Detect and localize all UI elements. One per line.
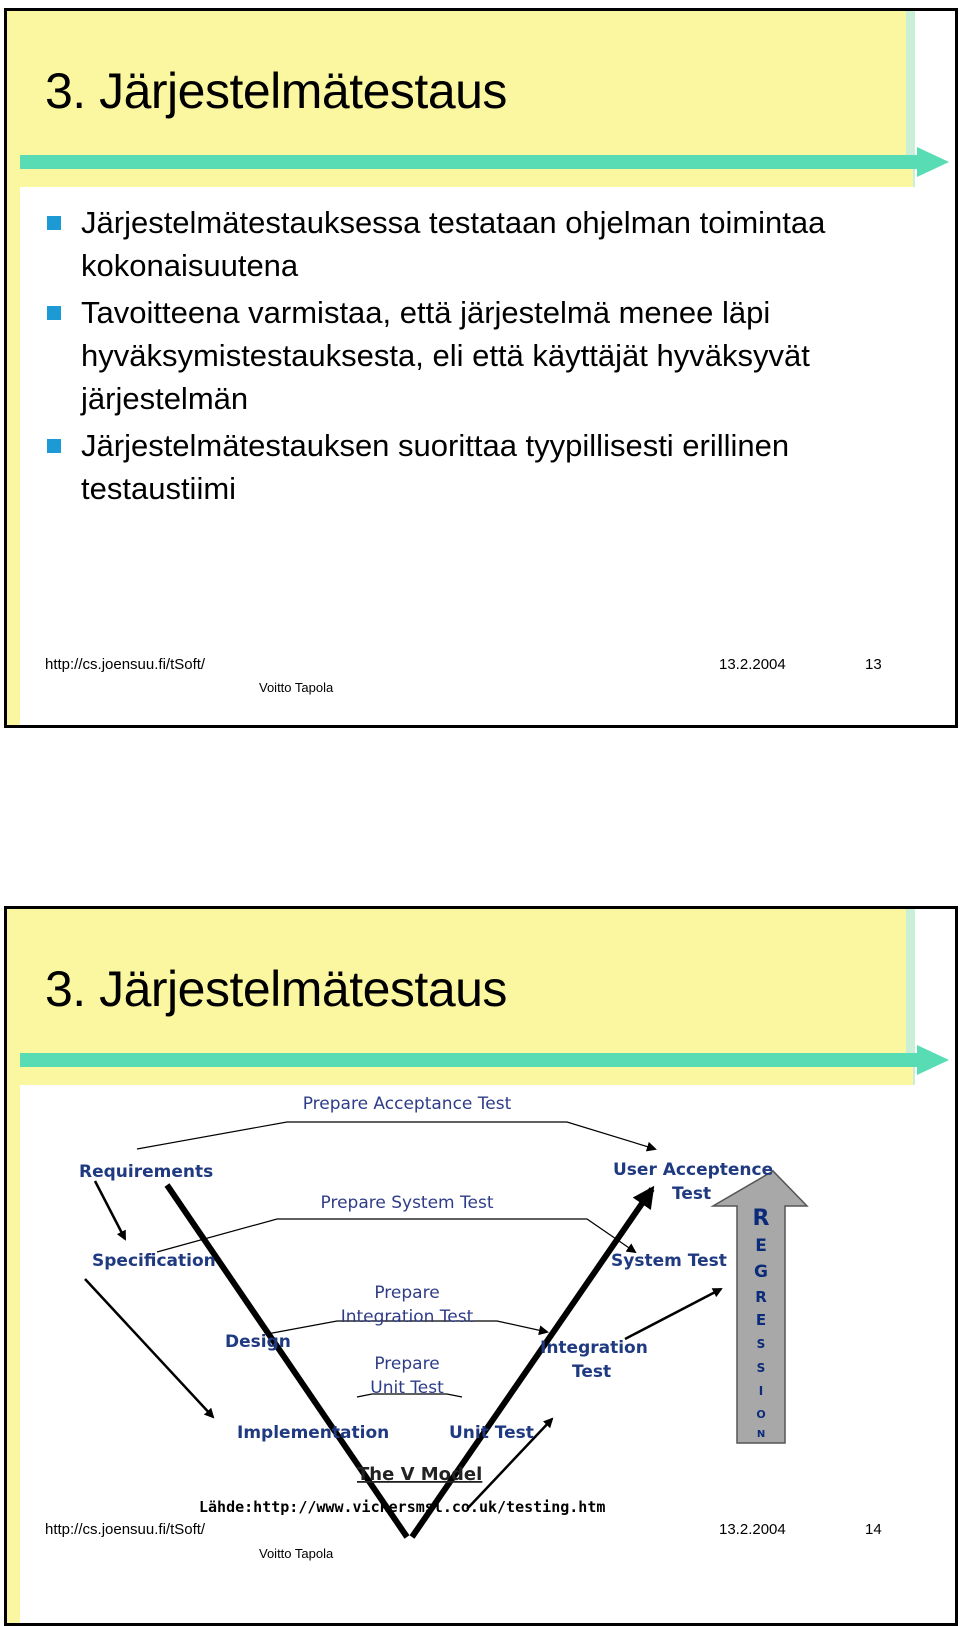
slide-14	[4, 906, 958, 1626]
regression-letter: G	[754, 1262, 768, 1282]
user-acceptance-label-line2: Test	[672, 1184, 712, 1204]
footer-page-number: 14	[865, 1521, 882, 1538]
square-bullet-icon	[47, 439, 61, 453]
requirements-label: Requirements	[79, 1162, 214, 1182]
prepare-unit-label-line2: Unit Test	[370, 1378, 444, 1398]
footer-url: http://cs.joensuu.fi/tSoft/	[45, 1521, 206, 1538]
square-bullet-icon	[47, 216, 61, 230]
footer-author: Voitto Tapola	[259, 680, 334, 695]
title-arrow-bar	[20, 155, 920, 169]
regression-letter: R	[755, 1288, 767, 1306]
regression-letter: I	[758, 1384, 764, 1398]
v-model-diagram	[7, 909, 955, 1623]
requirements-to-specification-arrow	[95, 1181, 125, 1239]
bullet-text: Tavoitteena varmistaa, että järjestelmä menee läpi hyväksymistestauksesta, eli että käyttäjät hyväksyvät järjestelmän	[81, 295, 810, 416]
prepare-unit-label-line1: Prepare	[374, 1354, 440, 1374]
square-bullet-icon	[47, 306, 61, 320]
integration-to-system-arrow	[625, 1289, 721, 1339]
bullet-item	[45, 291, 875, 420]
implementation-label: Implementation	[237, 1423, 390, 1443]
bullet-item	[45, 424, 875, 510]
slide-13	[4, 8, 958, 728]
prepare-integration-label-line2: Integration Test	[340, 1307, 474, 1327]
prepare-acceptance-label: Prepare Acceptance Test	[302, 1094, 512, 1114]
user-acceptance-label-line1: User Acceptence	[613, 1160, 774, 1180]
footer-page-number: 13	[865, 656, 882, 673]
prepare-integration-label-line1: Prepare	[374, 1283, 440, 1303]
bullet-item	[45, 201, 875, 287]
prepare-system-label: Prepare System Test	[320, 1193, 494, 1213]
footer-date: 13.2.2004	[719, 656, 786, 673]
regression-letter: N	[756, 1429, 766, 1440]
arrow-underlay	[20, 169, 913, 187]
regression-letter: O	[756, 1408, 766, 1421]
integration-test-label-line2: Test	[572, 1362, 612, 1382]
v-model-title: The V Model	[357, 1464, 483, 1485]
regression-letter: E	[755, 1311, 767, 1329]
prepare-system-connector	[157, 1219, 635, 1252]
regression-letter: E	[755, 1236, 767, 1256]
regression-letter: S	[756, 1337, 766, 1351]
specification-to-design-arrow	[85, 1279, 213, 1417]
specification-label: Specification	[92, 1251, 216, 1271]
bullet-list	[45, 201, 875, 514]
slide-title: 3. Järjestelmätestaus	[45, 63, 507, 119]
system-test-label: System Test	[611, 1251, 727, 1271]
bullet-text: Järjestelmätestauksen suorittaa tyypillisesti erillinen testaustiimi	[81, 428, 790, 506]
footer-url: http://cs.joensuu.fi/tSoft/	[45, 656, 206, 673]
regression-letter: R	[752, 1206, 770, 1231]
regression-letter: S	[756, 1361, 766, 1375]
prepare-acceptance-connector	[137, 1122, 655, 1149]
footer-date: 13.2.2004	[719, 1521, 786, 1538]
integration-test-label-line1: Integration	[540, 1338, 648, 1358]
arrow-right-icon	[917, 147, 949, 177]
left-accent-bar	[7, 11, 20, 725]
footer-author: Voitto Tapola	[259, 1546, 334, 1561]
unit-test-label: Unit Test	[449, 1423, 534, 1443]
source-citation: Lähde:http://www.vickersmsl.co.uk/testing.htm	[199, 1498, 606, 1516]
slide-title: 3. Järjestelmätestaus	[45, 961, 507, 1017]
bullet-text: Järjestelmätestauksessa testataan ohjelman toimintaa kokonaisuutena	[81, 205, 826, 283]
design-label: Design	[225, 1332, 291, 1352]
